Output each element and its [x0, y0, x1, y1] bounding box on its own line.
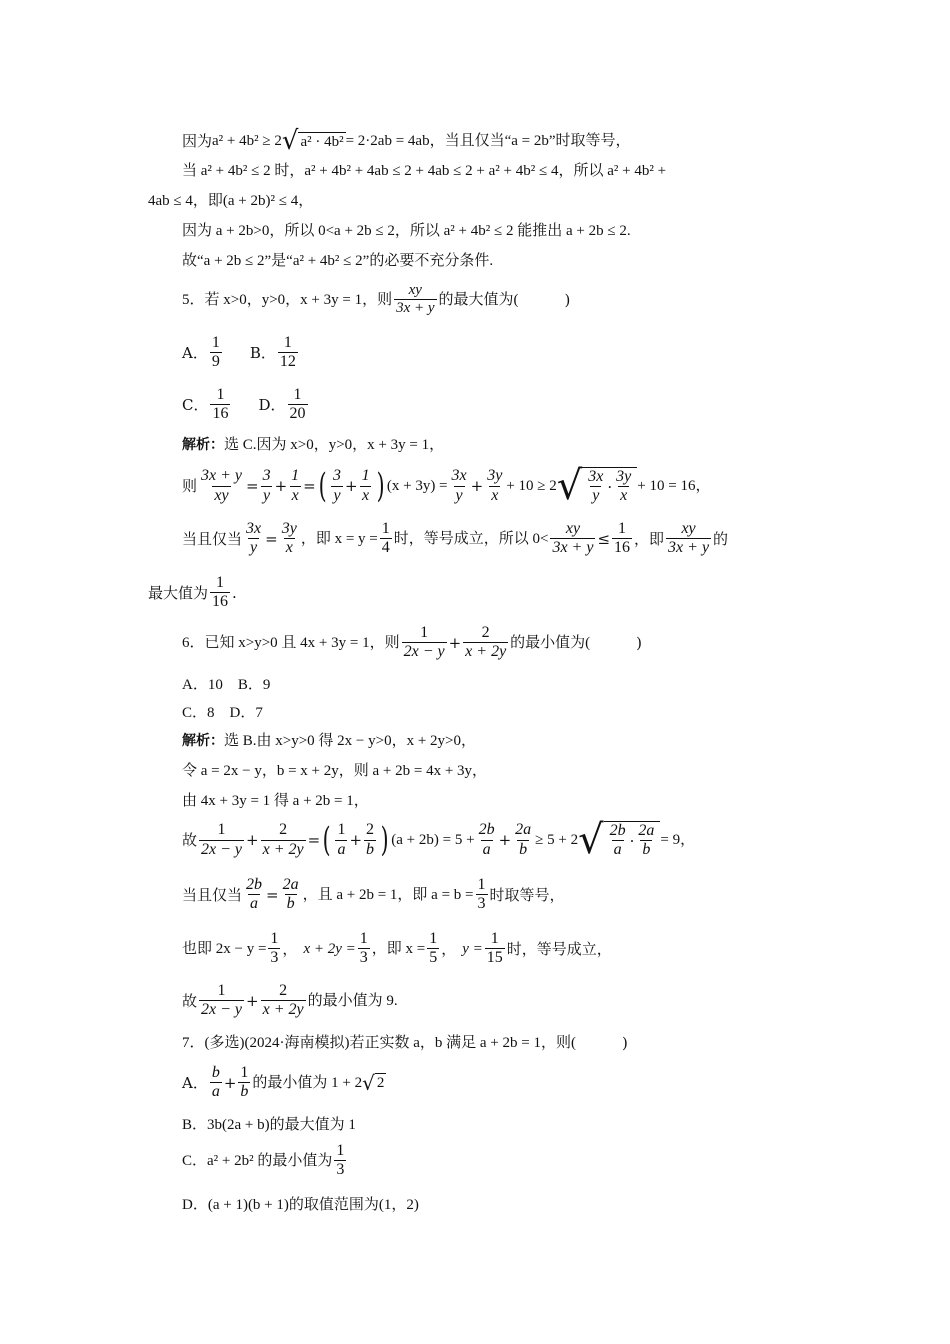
frac: [261, 821, 306, 859]
frac-num: 1: [291, 467, 300, 485]
q6-solution-4: [182, 817, 840, 863]
frac: [612, 520, 632, 558]
q6-opt-ab: A．10 B．9: [182, 677, 271, 693]
q5-sol4: 最大值为: [148, 583, 209, 602]
frac: [485, 467, 504, 505]
q6-sol6-c: ，即 x =: [371, 940, 426, 957]
frac-den: xy: [214, 486, 229, 504]
q5-solution-1: [182, 436, 840, 454]
frac: [199, 467, 244, 505]
frac: [485, 930, 505, 968]
frac: [427, 930, 439, 968]
solution-label: 解析：: [182, 436, 224, 453]
q5-option-b: [250, 334, 300, 372]
p4-l5: 故“a + 2b ≤ 2”是“a² + 4b² ≤ 2”的必要不充分条件.: [182, 253, 494, 269]
frac-den: 2x − y: [201, 1001, 243, 1019]
q6-solution-1: [182, 732, 840, 750]
sqrt-symbol: [362, 1070, 386, 1095]
q5-sol3-c: ，即: [634, 529, 665, 548]
frac-num: 2a: [638, 821, 655, 839]
q5-sol3-pre: 当且仅当: [182, 529, 243, 548]
q5-solution-2: [182, 463, 840, 509]
frac-num: 1: [217, 821, 226, 839]
plus: +: [345, 477, 358, 495]
frac-den: y: [263, 486, 271, 504]
frac-num: xy: [565, 520, 581, 537]
frac-den: a: [613, 841, 622, 858]
q6-options-ab: [182, 676, 840, 694]
frac-num: 3x: [588, 467, 604, 485]
q7-stem-c: ): [621, 1034, 628, 1052]
frac: [261, 467, 273, 505]
right-paren-icon: ): [376, 466, 385, 506]
eq: =: [307, 831, 321, 849]
q6-sol7-pre: 故: [182, 991, 198, 1010]
p4-line-4: [182, 222, 840, 240]
q6-options-cd: [182, 704, 840, 722]
plus: +: [246, 831, 259, 849]
plus: +: [498, 831, 512, 849]
dot-operator-icon: ·: [607, 477, 613, 496]
frac-num: 1: [240, 1064, 249, 1081]
frac-den: 16: [212, 405, 229, 423]
frac-den: 9: [211, 353, 220, 371]
frac-num: 1: [490, 930, 499, 947]
frac: [335, 821, 347, 859]
frac-num: 1: [337, 821, 346, 839]
frac-den: 16: [212, 593, 229, 611]
left-paren-icon: (: [318, 466, 327, 506]
frac-num: 2a: [282, 876, 299, 893]
q5-stem-a: 5．若 x>0，y>0，x + 3y = 1，则: [182, 291, 393, 308]
le: ≤: [597, 529, 611, 548]
q6-sol4-tail: = 9，: [660, 832, 696, 848]
frac-den: 3: [270, 949, 279, 967]
frac-num: 3x: [246, 520, 262, 537]
frac: [636, 822, 656, 860]
frac: [666, 520, 711, 558]
radicand: [582, 467, 637, 506]
frac: [358, 930, 370, 968]
frac-den: 2x − y: [201, 840, 243, 858]
opt-label: C．: [182, 395, 209, 414]
frac: [289, 467, 301, 505]
p4-l1-radicand: a² · 4b²: [300, 133, 344, 150]
q6-sol3: 由 4x + 3y = 1 得 a + 2b = 1，: [182, 793, 369, 809]
frac-num: 1: [216, 574, 225, 591]
opt-label: B．: [249, 343, 276, 362]
q6-solution-7: [182, 982, 840, 1020]
q7-a-tail: 的最小值为 1 + 2: [252, 1074, 363, 1091]
frac: [244, 520, 263, 558]
frac: [334, 1142, 346, 1180]
frac-num: 3y: [616, 467, 632, 485]
frac-den: 16: [614, 539, 631, 557]
opt-label: D．: [258, 395, 286, 414]
p4-l1-a: 因为: [182, 132, 213, 150]
solution-label: 解析：: [182, 732, 224, 749]
frac: [614, 468, 633, 506]
frac-den: b: [286, 895, 295, 913]
frac: [463, 624, 508, 662]
frac-num: 1: [216, 386, 225, 403]
frac: [244, 876, 264, 914]
frac-den: a: [211, 1083, 220, 1101]
opt-label: A．: [182, 343, 208, 362]
frac-num: 3y: [487, 467, 503, 485]
frac-num: 1: [293, 386, 302, 403]
frac-den: 20: [289, 405, 306, 423]
frac: [210, 1064, 222, 1102]
q5-solution-3: [182, 520, 840, 558]
q6-solution-5: [182, 876, 840, 914]
frac-num: 1: [336, 1142, 345, 1159]
q5-sol2-mid: (x + 3y) =: [386, 478, 448, 494]
frac: [477, 821, 497, 859]
q6-stem: [182, 624, 840, 662]
frac-num: 1: [217, 982, 226, 999]
q6-sol5-end: 时取等号，: [489, 885, 565, 904]
frac-num: xy: [681, 520, 696, 537]
p4-line-3: [148, 192, 840, 210]
frac-den: y: [250, 539, 258, 557]
frac-den: 3x + y: [552, 539, 594, 557]
frac: [280, 520, 299, 558]
frac-num: 1: [381, 520, 390, 537]
frac-den: 3x + y: [668, 539, 710, 557]
q7-c-pre: C．a² + 2b² 的最小值为: [182, 1152, 333, 1169]
sqrt-symbol: [282, 128, 346, 154]
q6-sol4-mid: (a + 2b) = 5 +: [391, 832, 475, 848]
eq: =: [265, 529, 278, 548]
frac: [238, 1064, 250, 1102]
frac-num: 2b: [246, 876, 263, 893]
q5-option-c: [182, 386, 232, 424]
frac-num: 3x: [451, 467, 467, 485]
opt-frac: [288, 386, 308, 424]
q5-options-cd: [182, 386, 840, 424]
frac-den: x + 2y: [262, 840, 304, 858]
opt-frac: [210, 334, 222, 372]
frac-num: 1: [270, 930, 279, 947]
frac-den: b: [519, 840, 528, 858]
frac-den: b: [366, 840, 375, 858]
q7-stem-text: 7．(多选)(2024·海南模拟)若正实数 a，b 满足 a + 2b = 1，则(: [182, 1035, 576, 1051]
q6-sol6-e: 时，等号成立，: [506, 939, 612, 958]
frac-den: y: [455, 486, 463, 504]
p4-line-1: [182, 128, 840, 154]
frac: [550, 520, 595, 558]
q5-sol2-tail2: + 10 = 16，: [637, 478, 711, 494]
frac-den: y: [592, 487, 600, 504]
frac-den: a: [337, 840, 346, 858]
q6-stem-c: ): [636, 633, 643, 652]
frac-den: 3: [477, 895, 486, 913]
frac-den: b: [240, 1083, 249, 1101]
frac-den: x + 2y: [262, 1001, 304, 1019]
q6-opt-cd: C．8 D．7: [182, 705, 263, 721]
frac-den: x: [291, 486, 299, 504]
q6-sol6-x2y: x + 2y =: [303, 940, 356, 957]
frac-num: 1: [283, 334, 292, 351]
frac-den: 5: [429, 949, 438, 967]
frac: [199, 982, 244, 1020]
frac-num: 2b: [478, 821, 495, 839]
q6-solution-2: [182, 762, 840, 780]
frac-den: x: [362, 486, 370, 504]
q6-sol6-y: y =: [462, 940, 483, 957]
plus: +: [246, 991, 259, 1010]
q5-option-a: [182, 334, 224, 372]
q5-stem-c: ): [564, 290, 571, 309]
frac-num: 1: [618, 520, 627, 537]
plus: +: [448, 633, 462, 652]
frac-den: 12: [279, 353, 296, 371]
frac-num: b: [211, 1064, 220, 1081]
p4-l3: 4ab ≤ 4，即(a + 2b)² ≤ 4，: [148, 193, 314, 209]
sqrt-symbol: [556, 463, 638, 509]
frac-num: 2a: [515, 821, 532, 839]
eq: =: [266, 885, 279, 904]
frac-num: 3: [262, 467, 271, 485]
radical-icon: √: [578, 817, 604, 863]
frac-den: 3: [336, 1161, 345, 1179]
frac: [210, 574, 230, 612]
q6-sol6-d: ，: [441, 939, 457, 958]
frac: [364, 821, 376, 859]
frac-num: 1: [361, 467, 370, 485]
q7-option-c: [182, 1142, 840, 1180]
frac: [476, 876, 488, 914]
frac: [586, 468, 605, 506]
frac-den: x: [285, 539, 293, 557]
p4-line-5: [182, 252, 840, 270]
plus: +: [274, 477, 288, 495]
frac-den: 15: [486, 949, 503, 967]
radical-icon: √: [556, 463, 583, 509]
q6-solution-6: [182, 930, 840, 968]
frac-num: 1: [211, 334, 220, 351]
dot-operator-icon: ·: [629, 831, 635, 850]
q6-stem-b: 的最小值为(: [510, 634, 591, 651]
radical-icon: √: [362, 1070, 375, 1095]
frac-num: 1: [477, 876, 486, 893]
q5-sol3-b: 时，等号成立，所以 0<: [393, 530, 549, 547]
radicand: [604, 821, 661, 860]
q7-a-label: A．: [182, 1073, 208, 1092]
q6-sol7-end: 的最小值为 9.: [307, 992, 398, 1009]
sqrt-symbol: [578, 817, 660, 863]
frac-den: x: [620, 487, 628, 504]
frac-den: 3: [359, 949, 368, 967]
left-paren-icon: (: [322, 820, 331, 860]
frac: [402, 624, 447, 662]
frac: [608, 822, 628, 860]
frac-num: 1: [420, 624, 429, 641]
frac: [199, 821, 244, 859]
frac-den: b: [642, 841, 651, 858]
p4-l4: 因为 a + 2b>0，所以 0<a + 2b ≤ 2，所以 a² + 4b² ≤ 2 能推出 a + 2b ≤ 2.: [182, 223, 631, 239]
plus: +: [223, 1073, 237, 1092]
q5-options-ab: [182, 334, 840, 372]
q6-sol6-b: ，: [282, 939, 298, 958]
q6-stem-a: 6．已知 x>y>0 且 4x + 3y = 1，则: [182, 634, 400, 651]
p4-line-2: [182, 162, 840, 180]
frac: [268, 930, 280, 968]
q6-sol4-ge: ≥ 5 + 2: [535, 832, 579, 848]
frac-den: y: [333, 486, 341, 504]
q6-sol6-pre: 也即 2x − y =: [182, 940, 267, 957]
plus: +: [349, 831, 363, 849]
q6-sol5-mid: ，且 a + 2b = 1，即 a = b =: [302, 886, 474, 903]
frac: [380, 520, 392, 558]
q6-sol5-pre: 当且仅当: [182, 885, 243, 904]
q7-stem: [182, 1034, 840, 1052]
frac: [281, 876, 301, 914]
q5-sol2-pre: 则: [182, 477, 198, 495]
frac-num: xy: [408, 282, 422, 298]
p4-l1-d: = 2·2ab = 4ab，当且仅当“a = 2b”时取等号，: [345, 133, 631, 149]
frac-num: 1: [359, 930, 368, 947]
q6-sol2: 令 a = 2x − y，b = x + 2y，则 a + 2b = 4x + 3y，: [182, 763, 488, 779]
frac-num: 3: [333, 467, 342, 485]
frac-den: 3x + y: [396, 300, 435, 317]
frac-num: 2: [279, 982, 288, 999]
frac-den: a: [250, 895, 259, 913]
q7-option-a: [182, 1064, 840, 1102]
q5-sol2-tail1: + 10 ≥ 2: [506, 478, 557, 494]
q7-option-d: [182, 1196, 840, 1214]
q6-solution-3: [182, 792, 840, 810]
frac-num: 1: [429, 930, 438, 947]
opt-frac: [210, 386, 230, 424]
q5-stem: [182, 282, 840, 318]
q5-sol3-mid: ，即 x = y =: [300, 530, 378, 547]
frac-den: 4: [381, 539, 390, 557]
frac-num: 2b: [609, 821, 626, 839]
frac: [331, 467, 343, 505]
frac: [513, 821, 533, 859]
q7-b: B．3b(2a + b)的最大值为 1: [182, 1117, 356, 1133]
eq: =: [246, 477, 259, 495]
p4-l2: 当 a² + 4b² ≤ 2 时，a² + 4b² + 4ab ≤ 2 + 4ab ≤ 2 + a² + 4b² ≤ 4，所以 a² + 4b² +: [182, 163, 667, 179]
frac-num: 2: [279, 821, 288, 839]
q5-sol1: 选 C.因为 x>0，y>0，x + 3y = 1，: [224, 437, 445, 453]
frac-num: 2: [366, 821, 375, 839]
plus: +: [470, 477, 484, 495]
p4-l1-b: a² + 4b² ≥ 2: [212, 133, 282, 149]
frac-den: 2x − y: [403, 643, 445, 661]
frac-num: 3y: [281, 520, 297, 537]
radicand: 2: [376, 1075, 385, 1092]
frac-den: x: [491, 486, 499, 504]
q5-option-d: [258, 386, 309, 424]
q7-d: D．(a + 1)(b + 1)的取值范围为(1，2): [182, 1197, 419, 1213]
frac: [360, 467, 372, 505]
q5-solution-4: [148, 574, 840, 612]
q5-sol4-dot: .: [232, 583, 237, 602]
eq: =: [303, 477, 316, 495]
right-paren-icon: ): [380, 820, 389, 860]
frac-num: 3x + y: [201, 467, 243, 485]
q6-sol1: 选 B.由 x>y>0 得 2x − y>0，x + 2y>0，: [224, 733, 477, 749]
q5-sol3-de: 的: [713, 529, 729, 548]
frac-num: 2: [481, 624, 490, 641]
q5-stem-b: 的最大值为(: [438, 291, 519, 308]
frac-den: x + 2y: [465, 643, 507, 661]
opt-frac: [278, 334, 298, 372]
q6-sol4-pre: 故: [182, 831, 198, 849]
radical-icon: √: [281, 126, 299, 156]
frac: [450, 467, 469, 505]
q5-stem-fraction: [394, 282, 436, 318]
frac-den: a: [482, 840, 491, 858]
frac: [261, 982, 306, 1020]
q7-option-b: [182, 1116, 840, 1134]
